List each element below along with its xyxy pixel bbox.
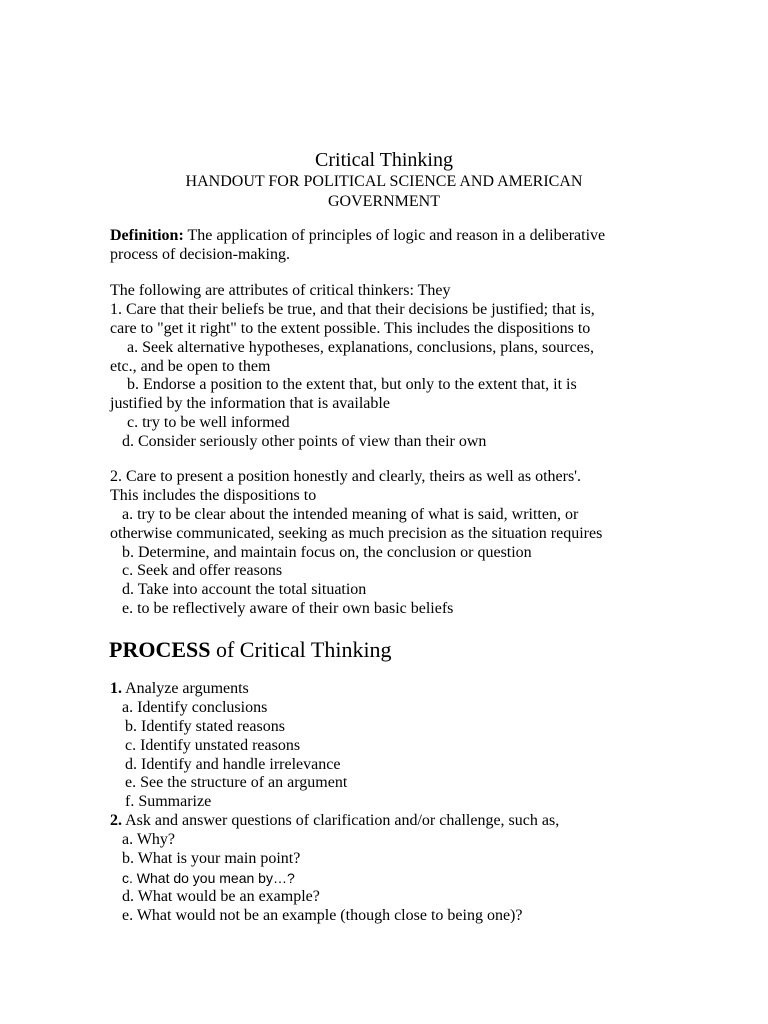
process-step-2-item: b. What is your main point? — [122, 850, 301, 868]
process-step-2 — [110, 812, 670, 831]
document-subtitle — [0, 172, 768, 212]
process-step-2-item: d. What would be an example? — [122, 887, 320, 905]
definition-text-1: The application of principles of logic and reason in a deliberative — [183, 227, 606, 244]
attribute-1-line-1: 1. Care that their beliefs be true, and that their decisions be justified; that is, — [110, 300, 595, 318]
process-step-1-item: b. Identify stated reasons — [125, 717, 285, 735]
attribute-2-line-2: This includes the dispositions to — [110, 486, 317, 504]
process-step-2-item: a. Why? — [122, 831, 176, 849]
process-step-2-item: c. What do you mean by…? — [122, 869, 295, 886]
process-step-1-item: c. Identify unstated reasons — [125, 736, 301, 754]
attribute-2e: e. to be reflectively aware of their own basic beliefs — [122, 600, 454, 618]
attribute-2b: b. Determine, and maintain focus on, the conclusion or question — [122, 543, 532, 561]
attribute-1b-line-2: justified by the information that is available — [110, 395, 390, 413]
attribute-2a-line-1: a. try to be clear about the intended meaning of what is said, written, or — [122, 505, 579, 523]
attribute-1c: c. try to be well informed — [127, 414, 290, 432]
subtitle-line-2: GOVERNMENT — [328, 193, 440, 210]
attribute-1a-line-2: etc., and be open to them — [110, 357, 271, 375]
definition-paragraph — [110, 227, 670, 265]
process-step-1-label: Analyze arguments — [122, 680, 249, 697]
attributes-intro: The following are attributes of critical thinkers: They — [110, 282, 451, 299]
definition-label: Definition: — [110, 227, 184, 244]
attribute-1b-line-1: b. Endorse a position to the extent that, but only to the extent that, it is — [127, 376, 577, 394]
process-step-1-number: 1. — [110, 680, 122, 697]
process-heading-bold: PROCESS — [109, 637, 211, 662]
attribute-1-line-2: care to "get it right" to the extent possible. This includes the dispositions to — [110, 319, 591, 337]
attribute-2c: c. Seek and offer reasons — [122, 562, 283, 580]
process-heading — [109, 636, 392, 664]
process-step-1-item: d. Identify and handle irrelevance — [125, 755, 341, 773]
process-step-1-item: a. Identify conclusions — [122, 698, 268, 716]
process-step-2-number: 2. — [110, 812, 122, 830]
attributes-section — [110, 282, 670, 452]
attribute-1a-line-1: a. Seek alternative hypotheses, explanations, conclusions, plans, sources, — [127, 338, 594, 356]
attribute-2a-line-2: otherwise communicated, seeking as much precision as the situation requires — [110, 524, 603, 542]
attributes-section-2 — [110, 468, 670, 619]
process-steps — [110, 680, 670, 926]
definition-text-2: process of decision-making. — [110, 245, 290, 263]
process-heading-rest: of Critical Thinking — [210, 637, 392, 662]
process-step-1-item: f. Summarize — [125, 793, 212, 811]
attribute-2-line-1: 2. Care to present a position honestly and clearly, theirs as well as others'. — [110, 468, 582, 485]
subtitle-line-1: HANDOUT FOR POLITICAL SCIENCE AND AMERICAN — [185, 173, 583, 190]
process-step-1 — [110, 680, 670, 699]
attribute-2d: d. Take into account the total situation — [122, 581, 367, 599]
process-step-2-label: Ask and answer questions of clarification and/or challenge, such as, — [122, 812, 560, 830]
process-step-1-item: e. See the structure of an argument — [125, 774, 348, 792]
attribute-1d: d. Consider seriously other points of view than their own — [122, 433, 487, 451]
document-title: Critical Thinking — [315, 149, 453, 171]
process-step-2-item: e. What would not be an example (though close to being one)? — [122, 906, 523, 924]
